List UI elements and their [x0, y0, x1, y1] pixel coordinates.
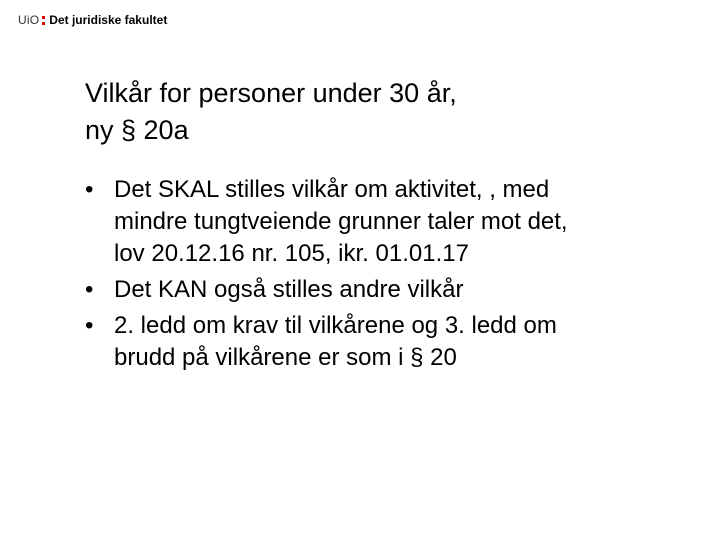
- logo-colon-icon: [42, 16, 45, 25]
- logo-uio-text: UiO: [18, 13, 40, 27]
- bullet-item: [85, 310, 695, 374]
- bullet-line: • Det SKAL stilles vilkår om aktivitet, , med: [114, 176, 550, 203]
- bullet-item: [85, 274, 695, 306]
- slide-title: [85, 75, 685, 149]
- slide-title-line: Vilkår for personer under 30 år,: [85, 78, 457, 108]
- bullet-list: [85, 174, 695, 378]
- uio-logo: [18, 11, 167, 29]
- logo-faculty-text: Det juridiske fakultet: [49, 13, 168, 27]
- bullet-line: • 2. ledd om krav til vilkårene og 3. ledd om: [114, 312, 557, 339]
- bullet-line: mindre tungtveiende grunner taler mot det,: [114, 208, 568, 235]
- bullet-line: lov 20.12.16 nr. 105, ikr. 01.01.17: [114, 240, 469, 267]
- bullet-line: • Det KAN også stilles andre vilkår: [114, 276, 464, 303]
- bullet-line: brudd på vilkårene er som i § 20: [114, 344, 457, 371]
- slide-title-line: ny § 20a: [85, 115, 189, 145]
- bullet-item: [85, 174, 695, 270]
